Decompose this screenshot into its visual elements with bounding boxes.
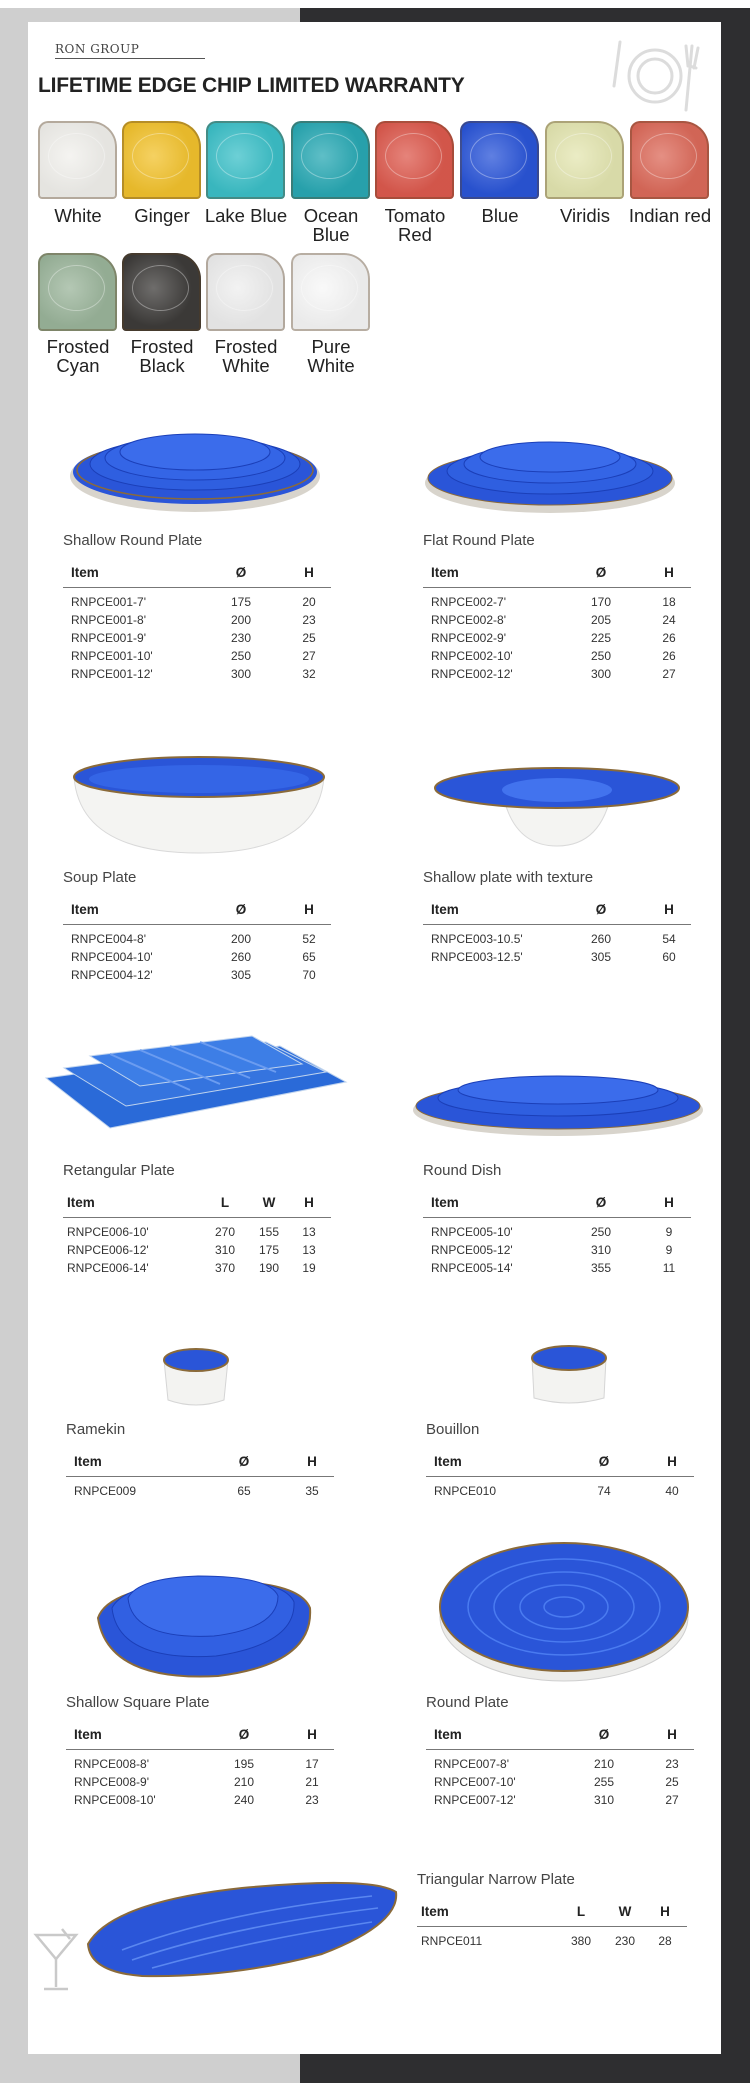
table-rule (66, 1749, 334, 1750)
product-name: Triangular Narrow Plate (417, 1871, 575, 1888)
item-code: RNPCE001-7' (71, 595, 146, 609)
spec-table (63, 902, 331, 986)
spec-table (426, 1454, 694, 1502)
product-name: Flat Round Plate (423, 532, 535, 549)
swatch-rim (38, 121, 117, 199)
product-name: Round Dish (423, 1162, 502, 1179)
spec-value: 190 (258, 1261, 280, 1275)
spec-value: 26 (662, 631, 676, 645)
table-header: Ø (238, 1454, 250, 1469)
swatch-rim (291, 121, 370, 199)
table-header: Ø (595, 565, 607, 580)
swatch-label: Indian red (628, 205, 712, 226)
spec-value: 200 (230, 932, 252, 946)
item-code: RNPCE010 (434, 1484, 497, 1498)
table-header: Ø (235, 902, 247, 917)
spec-value: 255 (593, 1775, 615, 1789)
color-swatch (291, 121, 370, 199)
table-header: H (304, 1195, 314, 1210)
swatch-rim (122, 253, 201, 331)
spec-value: 13 (302, 1243, 316, 1257)
round-plate-image (436, 1535, 692, 1685)
spec-value: 300 (590, 667, 612, 681)
spec-value: 355 (590, 1261, 612, 1275)
color-swatch (630, 121, 709, 199)
table-header: H (664, 565, 674, 580)
product-name: Ramekin (66, 1421, 126, 1438)
table-header: H (304, 565, 314, 580)
spec-value: 175 (258, 1243, 280, 1257)
spec-value: 200 (230, 613, 252, 627)
table-header: Item (74, 1454, 102, 1469)
swatch-label: Frosted White (214, 336, 278, 376)
spec-value: 60 (662, 950, 676, 964)
color-swatch (460, 121, 539, 199)
spec-value: 27 (302, 649, 316, 663)
item-code: RNPCE004-10' (71, 950, 153, 964)
table-header: H (664, 1195, 674, 1210)
table-header: L (220, 1195, 230, 1210)
color-swatch (122, 121, 201, 199)
spec-value: 27 (665, 1793, 679, 1807)
spec-value: 310 (590, 1243, 612, 1257)
item-code: RNPCE005-14' (431, 1261, 513, 1275)
spec-value: 23 (302, 613, 316, 627)
shallow-plate-texture-image (432, 760, 682, 850)
spec-value: 70 (302, 968, 316, 982)
table-rule (63, 924, 331, 925)
spec-value: 27 (662, 667, 676, 681)
table-rule (63, 1217, 331, 1218)
spec-value: 35 (305, 1484, 319, 1498)
product-name: Soup Plate (63, 869, 137, 886)
swatch-rim (122, 121, 201, 199)
spec-value: 11 (662, 1261, 676, 1275)
table-header: H (664, 902, 674, 917)
spec-value: 195 (233, 1757, 255, 1771)
spec-table (423, 902, 691, 968)
item-code: RNPCE001-12' (71, 667, 153, 681)
item-code: RNPCE006-14' (67, 1261, 149, 1275)
spec-value: 310 (593, 1793, 615, 1807)
spec-table (423, 1195, 691, 1279)
spec-value: 210 (593, 1757, 615, 1771)
product-name: Shallow Round Plate (63, 532, 203, 549)
item-code: RNPCE001-9' (71, 631, 146, 645)
item-code: RNPCE002-7' (431, 595, 506, 609)
spec-value: 240 (233, 1793, 255, 1807)
item-code: RNPCE002-12' (431, 667, 513, 681)
spec-table (426, 1727, 694, 1811)
color-swatch (375, 121, 454, 199)
table-header: Item (431, 1195, 459, 1210)
spec-value: 20 (302, 595, 316, 609)
spec-value: 9 (665, 1243, 673, 1257)
color-swatch (206, 253, 285, 331)
spec-value: 9 (665, 1225, 673, 1239)
table-header: H (660, 1904, 670, 1919)
spec-value: 24 (662, 613, 676, 627)
table-header: Item (71, 902, 99, 917)
spec-table (417, 1904, 687, 1952)
swatch-label: Frosted Cyan (46, 336, 110, 376)
page-title: LIFETIME EDGE CHIP LIMITED WARRANTY (38, 74, 465, 97)
item-code: RNPCE011 (421, 1934, 483, 1948)
spec-value: 54 (662, 932, 676, 946)
swatch-rim (206, 253, 285, 331)
table-header: Ø (595, 902, 607, 917)
color-swatch (38, 121, 117, 199)
spec-value: 250 (590, 649, 612, 663)
swatch-label: Tomato Red (384, 205, 446, 245)
table-header: H (304, 902, 314, 917)
swatch-rim (460, 121, 539, 199)
spec-value: 17 (305, 1757, 319, 1771)
spec-value: 305 (590, 950, 612, 964)
swatch-label: Pure White (307, 336, 355, 376)
spec-value: 260 (230, 950, 252, 964)
table-header: L (576, 1904, 586, 1919)
table-rule (423, 587, 691, 588)
item-code: RNPCE004-8' (71, 932, 146, 946)
table-header: Ø (238, 1727, 250, 1742)
item-code: RNPCE002-9' (431, 631, 506, 645)
table-header: H (667, 1454, 677, 1469)
swatch-rim (545, 121, 624, 199)
swatch-label: Ginger (134, 205, 190, 226)
item-code: RNPCE004-12' (71, 968, 153, 982)
spec-value: 210 (233, 1775, 255, 1789)
color-swatch (38, 253, 117, 331)
spec-value: 19 (302, 1261, 316, 1275)
shallow-round-plate-image (65, 418, 325, 518)
spec-table (423, 565, 691, 685)
color-swatch (545, 121, 624, 199)
table-header: H (667, 1727, 677, 1742)
spec-value: 13 (302, 1225, 316, 1239)
table-rule (63, 587, 331, 588)
spec-value: 23 (665, 1757, 679, 1771)
item-code: RNPCE009 (74, 1484, 137, 1498)
color-swatch (206, 121, 285, 199)
spec-value: 52 (302, 932, 316, 946)
spec-value: 300 (230, 667, 252, 681)
spec-value: 32 (302, 667, 316, 681)
spec-table (66, 1727, 334, 1811)
swatch-rim (38, 253, 117, 331)
spec-value: 155 (258, 1225, 280, 1239)
table-header: Item (431, 565, 459, 580)
swatch-rim (375, 121, 454, 199)
spec-value: 74 (597, 1484, 611, 1498)
table-rule (426, 1749, 694, 1750)
table-header: Item (431, 902, 459, 917)
spec-table (63, 1195, 331, 1279)
flat-round-plate-image (420, 428, 680, 518)
item-code: RNPCE008-10' (74, 1793, 156, 1807)
item-code: RNPCE007-8' (434, 1757, 509, 1771)
swatch-label: Viridis (559, 205, 611, 226)
spec-value: 225 (590, 631, 612, 645)
rectangular-plate-image (40, 1020, 350, 1140)
spec-value: 28 (658, 1934, 672, 1948)
table-rule (417, 1926, 687, 1927)
table-header: Ø (235, 565, 247, 580)
color-swatch (122, 253, 201, 331)
table-header: Item (434, 1727, 462, 1742)
item-code: RNPCE006-12' (67, 1243, 149, 1257)
item-code: RNPCE005-12' (431, 1243, 513, 1257)
table-header: Item (67, 1195, 95, 1210)
brand-name: RON GROUP (55, 42, 205, 59)
spec-value: 25 (665, 1775, 679, 1789)
swatch-label: Lake Blue (204, 205, 288, 226)
product-name: Shallow Square Plate (66, 1694, 210, 1711)
swatch-label: White (54, 205, 102, 226)
swatch-label: Blue (481, 205, 519, 226)
table-header: W (618, 1904, 632, 1919)
product-name: Round Plate (426, 1694, 509, 1711)
table-header: Ø (598, 1727, 610, 1742)
spec-value: 18 (662, 595, 676, 609)
item-code: RNPCE001-10' (71, 649, 153, 663)
table-rule (423, 924, 691, 925)
item-code: RNPCE005-10' (431, 1225, 513, 1239)
table-header: H (307, 1454, 317, 1469)
swatch-label: Ocean Blue (303, 205, 359, 245)
item-code: RNPCE003-10.5' (431, 932, 523, 946)
item-code: RNPCE007-10' (434, 1775, 516, 1789)
swatch-label: Frosted Black (130, 336, 194, 376)
table-rule (423, 1217, 691, 1218)
item-code: RNPCE001-8' (71, 613, 146, 627)
table-rule (66, 1476, 334, 1477)
spec-value: 175 (230, 595, 252, 609)
spec-value: 230 (614, 1934, 636, 1948)
shallow-square-plate-image (88, 1568, 318, 1686)
spec-value: 230 (230, 631, 252, 645)
cocktail-glass-icon (32, 1925, 80, 1995)
round-dish-image (410, 1070, 706, 1140)
spec-value: 205 (590, 613, 612, 627)
spec-value: 270 (214, 1225, 236, 1239)
table-header: Item (421, 1904, 449, 1919)
spec-value: 23 (305, 1793, 319, 1807)
spec-value: 21 (305, 1775, 319, 1789)
product-name: Shallow plate with texture (423, 869, 594, 886)
table-header: H (307, 1727, 317, 1742)
product-name: Retangular Plate (63, 1162, 175, 1179)
item-code: RNPCE002-8' (431, 613, 506, 627)
spec-value: 40 (665, 1484, 679, 1498)
table-header: W (262, 1195, 276, 1210)
spec-value: 65 (302, 950, 316, 964)
table-header: Ø (595, 1195, 607, 1210)
spec-value: 25 (302, 631, 316, 645)
spec-value: 370 (214, 1261, 236, 1275)
table-header: Item (71, 565, 99, 580)
item-code: RNPCE003-12.5' (431, 950, 523, 964)
soup-plate-image (70, 755, 328, 855)
spec-table (63, 565, 331, 685)
spec-value: 26 (662, 649, 676, 663)
spec-value: 250 (590, 1225, 612, 1239)
spec-value: 65 (237, 1484, 251, 1498)
item-code: RNPCE002-10' (431, 649, 513, 663)
table-rule (426, 1476, 694, 1477)
spec-value: 260 (590, 932, 612, 946)
table-header: Item (434, 1454, 462, 1469)
spec-value: 310 (214, 1243, 236, 1257)
ramekin-image (158, 1346, 234, 1410)
color-swatch (291, 253, 370, 331)
tableware-icon (600, 36, 710, 116)
table-header: Item (74, 1727, 102, 1742)
swatch-rim (206, 121, 285, 199)
item-code: RNPCE008-9' (74, 1775, 149, 1789)
spec-table (66, 1454, 334, 1502)
spec-value: 305 (230, 968, 252, 982)
bouillon-image (528, 1342, 610, 1408)
triangular-narrow-plate-image (82, 1872, 402, 1982)
item-code: RNPCE006-10' (67, 1225, 149, 1239)
swatch-rim (630, 121, 709, 199)
spec-value: 380 (570, 1934, 592, 1948)
table-header: Ø (598, 1454, 610, 1469)
item-code: RNPCE007-12' (434, 1793, 516, 1807)
item-code: RNPCE008-8' (74, 1757, 149, 1771)
spec-value: 250 (230, 649, 252, 663)
product-name: Bouillon (426, 1421, 480, 1438)
swatch-rim (291, 253, 370, 331)
spec-value: 170 (590, 595, 612, 609)
